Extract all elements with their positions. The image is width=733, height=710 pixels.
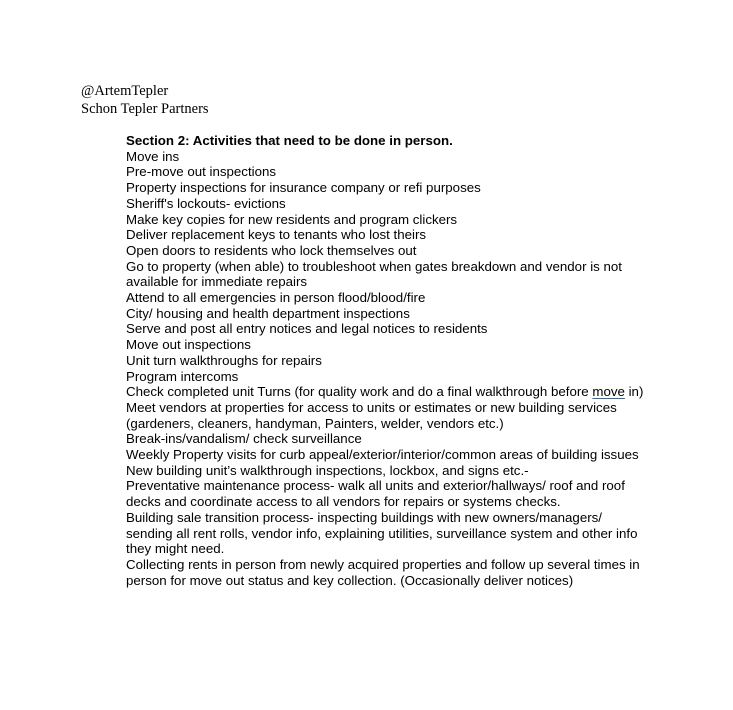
author-handle: @ArtemTepler	[81, 83, 169, 99]
list-item-continuation: (gardeners, cleaners, handyman, Painters, welder, vendors etc.)	[126, 415, 504, 431]
document-header	[81, 82, 209, 118]
spellcheck-underlined-word: move	[592, 384, 625, 400]
list-item: Open doors to residents who lock themselves out	[126, 242, 417, 258]
section-2	[126, 133, 686, 588]
list-item: Meet vendors at properties for access to units or estimates or new building services	[126, 399, 617, 415]
list-item-continuation: they might need.	[126, 541, 225, 557]
list-item: Preventative maintenance process- walk all units and exterior/hallways/ roof and roof	[126, 478, 625, 494]
company-name: Schon Tepler Partners	[81, 101, 209, 117]
list-item: Property inspections for insurance company or refi purposes	[126, 180, 481, 196]
list-item-continuation: available for immediate repairs	[126, 274, 308, 290]
list-item: City/ housing and health department inspections	[126, 305, 410, 321]
list-item: New building unit’s walkthrough inspections, lockbox, and signs etc.-	[126, 462, 529, 478]
list-item: Go to property (when able) to troubleshoot when gates breakdown and vendor is not	[126, 258, 622, 274]
list-item: Break-ins/vandalism/ check surveillance	[126, 431, 362, 447]
list-item: Collecting rents in person from newly acquired properties and follow up several times in	[126, 556, 640, 572]
list-item: Move ins	[126, 148, 180, 164]
list-item: Attend to all emergencies in person flood/blood/fire	[126, 290, 426, 306]
list-item: Deliver replacement keys to tenants who lost theirs	[126, 227, 427, 243]
list-item-text: Check completed unit Turns (for quality work and do a final walkthrough before	[126, 384, 593, 400]
list-item: Building sale transition process- inspecting buildings with new owners/managers/	[126, 509, 602, 525]
list-item: Move out inspections	[126, 337, 251, 353]
section-title: Section 2: Activities that need to be done in person.	[126, 133, 453, 148]
list-item: Pre-move out inspections	[126, 164, 277, 180]
list-item: Unit turn walkthroughs for repairs	[126, 352, 322, 368]
list-item	[126, 384, 686, 400]
list-item: Weekly Property visits for curb appeal/exterior/interior/common areas of building issues	[126, 447, 639, 463]
list-item-continuation: person for move out status and key collection. (Occasionally deliver notices)	[126, 572, 574, 588]
list-item-tail: in)	[624, 384, 644, 400]
list-item-continuation: decks and coordinate access to all vendors for repairs or systems checks.	[126, 494, 561, 510]
list-item: Serve and post all entry notices and legal notices to residents	[126, 321, 488, 337]
list-item: Program intercoms	[126, 368, 239, 384]
list-item: Make key copies for new residents and program clickers	[126, 211, 458, 227]
list-item: Sheriff's lockouts- evictions	[126, 195, 286, 211]
list-item-continuation: sending all rent rolls, vendor info, explaining utilities, surveillance system and other info	[126, 525, 638, 541]
